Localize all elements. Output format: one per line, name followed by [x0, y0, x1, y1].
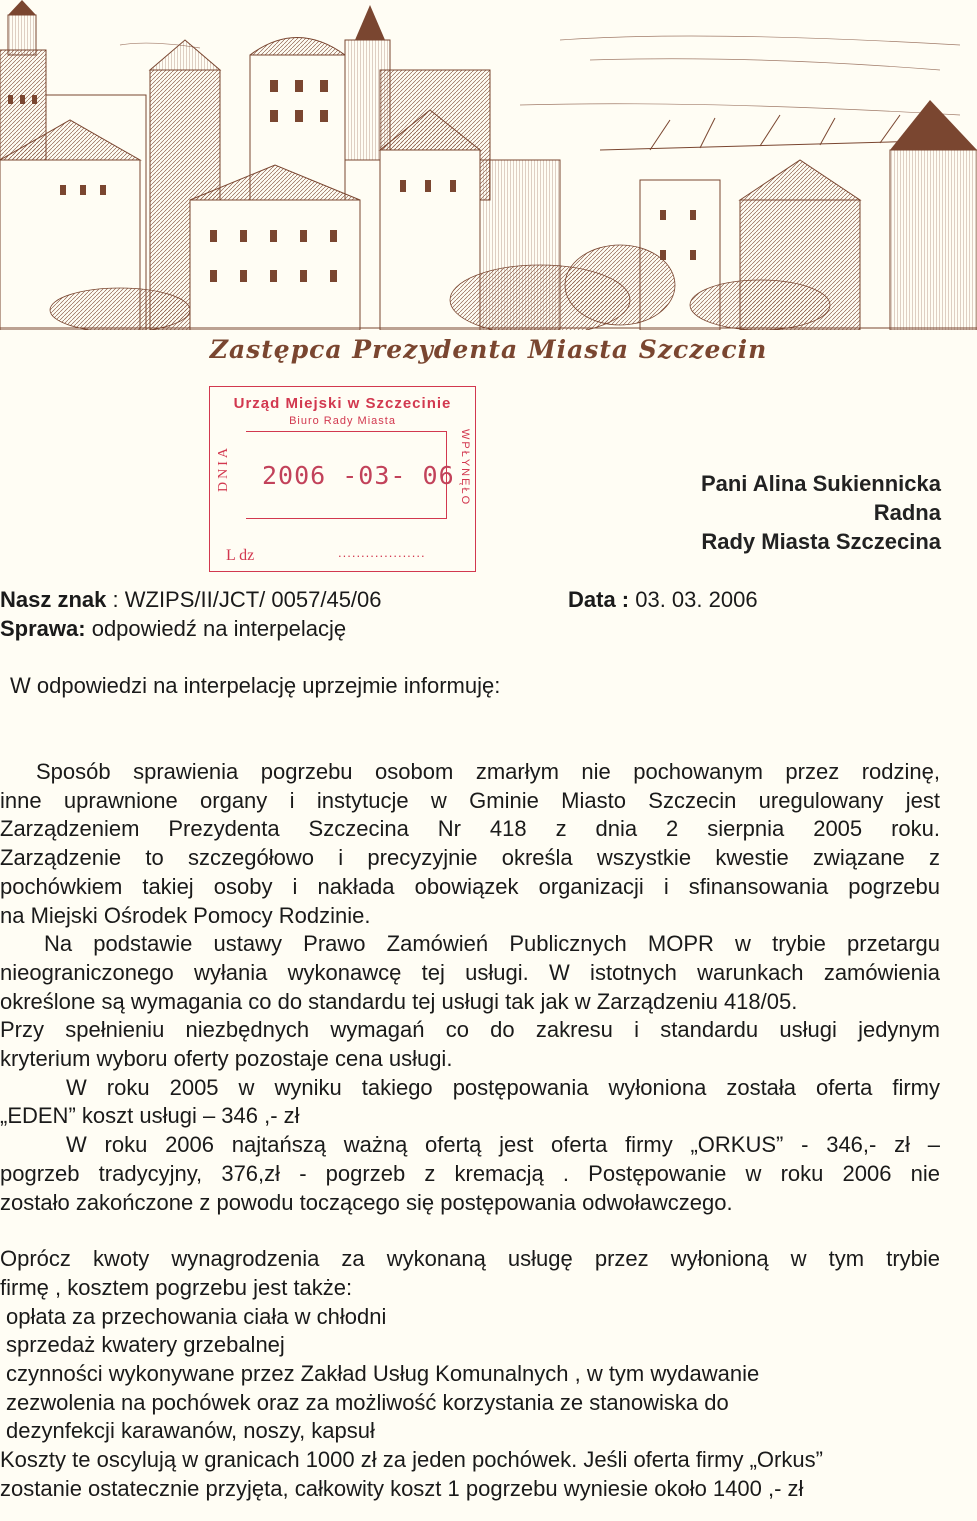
stamp-office: Urząd Miejski w Szczecinie — [233, 395, 452, 412]
recipient-role: Radna — [873, 500, 941, 525]
p1-line: Zarządzeniem Prezydenta Szczecina Nr 418 z dnia 2 sierpnia 2005 roku. — [0, 816, 940, 842]
stamp-date: 2006 -03- 06 — [262, 461, 455, 490]
p2-line: określone są wymagania co do standardu tej usługi tak jak w Zarządzeniu 418/05. — [0, 988, 798, 1014]
paragraph-6 — [0, 1446, 940, 1503]
date-label: Data : — [568, 587, 630, 612]
letter-date — [568, 585, 758, 614]
p1-line: inne uprawnione organy i instytucje w Gminie Miasto Szczecin uregulowany jest — [0, 787, 940, 813]
subject-label: Sprawa: — [0, 616, 86, 641]
p5-line: firmę , kosztem pogrzebu jest także: — [0, 1274, 353, 1300]
paragraph-gap — [0, 1217, 940, 1245]
cost-item: opłata za przechowania ciała w chłodni — [6, 1303, 387, 1329]
p2-line: Na podstawie ustawy Prawo Zamówień Publicznych MOPR w trybie przetargu — [44, 931, 940, 957]
p6-line: zostanie ostatecznie przyjęta, całkowity koszt 1 pogrzebu wyniesie około 1400 ,- zł — [0, 1475, 804, 1501]
p2-line: Przy spełnieniu niezbędnych wymagań co do zakresu i standardu usługi jedynym — [0, 1017, 940, 1043]
p1-line: Zarządzenie to szczegółowo i precyzyjnie określa wszystkie kwestie związane z — [0, 845, 940, 871]
stamp-dnia-label: DNIA — [216, 445, 231, 492]
p1-line: pochówkiem takiej osoby i nakłada obowiązek organizacji i sfinansowania pogrzebu — [0, 873, 940, 899]
paragraph-5 — [0, 1245, 940, 1302]
cost-item: sprzedaż kwatery grzebalnej — [6, 1332, 285, 1358]
our-sign-label: Nasz znak — [0, 587, 107, 612]
registration-stamp — [209, 386, 476, 572]
subject-value: odpowiedź na interpelację — [85, 616, 347, 641]
paragraph-1 — [0, 758, 940, 930]
p1-line: Sposób sprawienia pogrzebu osobom zmarłym nie pochowanym przez rodzinę, — [36, 759, 940, 784]
stamp-ldz-dots: ................... — [338, 545, 426, 560]
p3-line: W roku 2005 w wyniku takiego postępowania wyłoniona została oferta firmy — [66, 1074, 940, 1100]
letterhead-office-title: Zastępca Prezydenta Miasta Szczecin — [209, 335, 768, 364]
p1-line: na Miejski Ośrodek Pomocy Rodzinie. — [0, 902, 371, 928]
p5-line: Oprócz kwoty wynagrodzenia za wykonaną usługę przez wyłonioną w tym trybie — [0, 1246, 940, 1272]
paragraph-3 — [0, 1074, 940, 1131]
cost-item: czynności wykonywane przez Zakład Usług Komunalnych , w tym wydawanie — [6, 1361, 760, 1387]
date-value: 03. 03. 2006 — [629, 587, 758, 612]
p4-line: zostało zakończone z powodu toczącego się postępowania odwoławczego. — [0, 1189, 733, 1215]
recipient-name: Pani Alina Sukiennicka — [700, 471, 941, 496]
recipient-block — [701, 469, 941, 556]
stamp-received-label: WPŁYNĘŁO — [459, 429, 471, 507]
stamp-ldz-label: L dz — [226, 547, 255, 564]
paragraph-4 — [0, 1131, 940, 1217]
intro-sentence: W odpowiedzi na interpelację uprzejmie informuję: — [10, 673, 501, 698]
cost-items-list — [0, 1303, 940, 1447]
stamp-bureau: Biuro Rady Miasta — [289, 415, 396, 427]
reference-block — [0, 585, 382, 643]
cost-item: zezwolenia na pochówek oraz za możliwość korzystania ze stanowiska do — [6, 1389, 729, 1415]
paragraph-2 — [0, 930, 940, 1074]
recipient-council: Rady Miasta Szczecina — [701, 529, 941, 554]
letter-body — [0, 758, 940, 1504]
our-sign-value: : WZIPS/II/JCT/ 0057/45/06 — [112, 587, 382, 612]
p2-line: nieograniczonego wyłania wykonawcę tej usługi. W istotnych warunkach zamówienia — [0, 959, 940, 985]
letterhead-illustration — [0, 0, 977, 330]
p6-line: Koszty te oscylują w granicach 1000 zł za jeden pochówek. Jeśli oferta firmy „Orkus” — [0, 1447, 823, 1473]
cost-item: dezynfekcji karawanów, noszy, kapsuł — [6, 1418, 375, 1444]
p3-line: „EDEN” koszt usługi – 346 ,- zł — [0, 1103, 300, 1129]
p2-line: kryterium wyboru oferty pozostaje cena usługi. — [0, 1046, 453, 1072]
p4-line: pogrzeb tradycyjny, 376,zł - pogrzeb z kremacją . Postępowanie w roku 2006 nie — [0, 1160, 940, 1186]
p4-line: W roku 2006 najtańszą ważną ofertą jest oferta firmy „ORKUS” - 346,- zł – — [66, 1132, 940, 1158]
